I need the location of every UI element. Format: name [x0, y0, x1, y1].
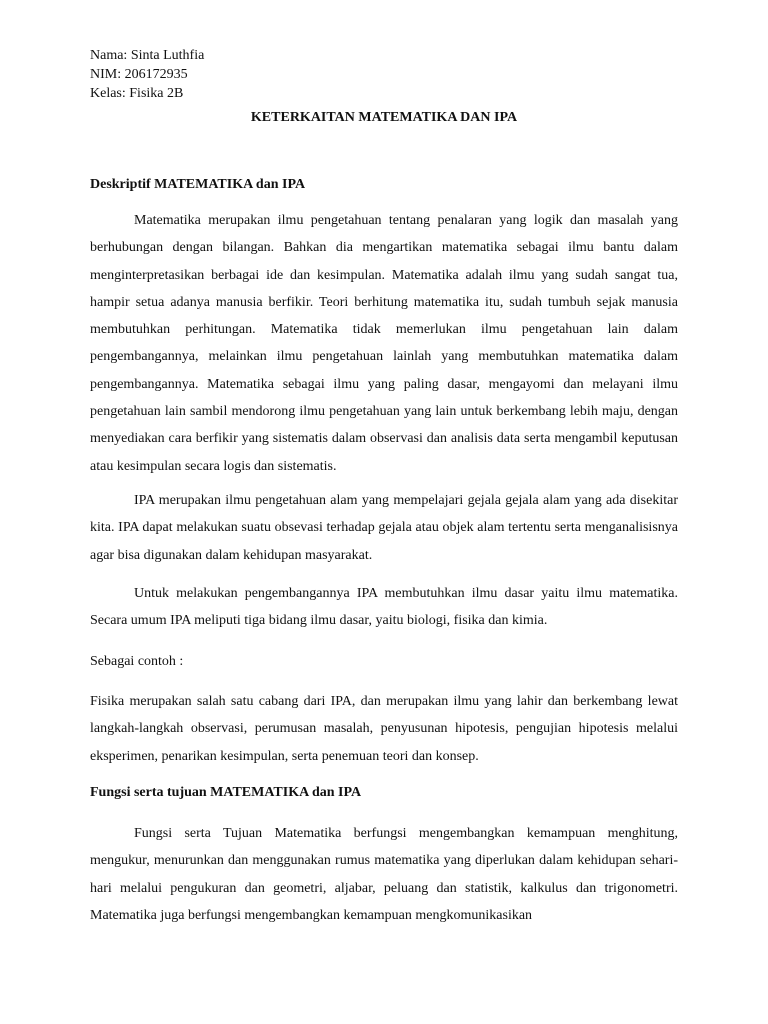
- student-info: [90, 46, 204, 103]
- paragraph-contoh-label: Sebagai contoh :: [90, 654, 184, 669]
- page-title: KETERKAITAN MATEMATIKA DAN IPA: [250, 110, 518, 125]
- student-class: Kelas: Fisika 2B: [90, 86, 184, 101]
- section-heading-fungsi: Fungsi serta tujuan MATEMATIKA dan IPA: [90, 785, 362, 800]
- paragraph-pengembangan: Untuk melakukan pengembangannya IPA membutuhkan ilmu dasar yaitu ilmu matematika. Secara umum IPA meliputi tiga bidang ilmu dasar, yaitu biologi, fisika dan kimia.: [90, 586, 678, 629]
- paragraph-matematika: Matematika merupakan ilmu pengetahuan tentang penalaran yang logik dan masalah yang berhubungan dengan bilangan. Bahkan dia mengartikan matematika sebagai ilmu bantu dalam menginterpretasikan berbagai ide dan kesimpulan. Matematika adalah ilmu yang sudah sangat tua, hampir setua adanya manusia berfikir. Teori berhitung matematika itu, sudah tumbuh sejak manusia membutuhkan perhitungan. Matematika tidak memerlukan ilmu pengetahuan lain dalam pengembangannya, melainkan ilmu pengetahuan lainlah yang membutuhkan matematika dalam pengembangannya. Matematika sebagai ilmu yang paling dasar, mengayomi dan melayani ilmu pengetahuan lain sambil mendorong ilmu pengetahuan yang lain untuk berkembang lebih maju, dengan menyediakan cara berfikir yang sistematis dalam observasi dan analisis data serta mengambil keputusan atau kesimpulan secara logis dan sistematis.: [90, 213, 678, 474]
- student-name: Nama: Sinta Luthfia: [90, 48, 205, 63]
- student-nim: NIM: 206172935: [90, 67, 188, 82]
- paragraph-fungsi: Fungsi serta Tujuan Matematika berfungsi mengembangkan kemampuan menghitung, mengukur, menurunkan dan menggunakan rumus matematika yang diperlukan dalam kehidupan sehari-hari melalui pengukuran dan geometri, aljabar, peluang dan statistik, kalkulus dan trigonometri. Matematika juga berfungsi mengembangkan kemampuan mengkomunikasikan: [90, 826, 678, 923]
- paragraph-ipa: IPA merupakan ilmu pengetahuan alam yang mempelajari gejala gejala alam yang ada disekitar kita. IPA dapat melakukan suatu obsevasi terhadap gejala atau objek alam tertentu serta menganalisisnya agar bisa digunakan dalam kehidupan masyarakat.: [90, 493, 678, 563]
- section-heading-deskriptif: Deskriptif MATEMATIKA dan IPA: [90, 177, 306, 192]
- paragraph-fisika: Fisika merupakan salah satu cabang dari IPA, dan merupakan ilmu yang lahir dan berkembang lewat langkah-langkah observasi, perumusan masalah, penyusunan hipotesis, pengujian hipotesis melalui eksperimen, penarikan kesimpulan, serta penemuan teori dan konsep.: [90, 694, 678, 764]
